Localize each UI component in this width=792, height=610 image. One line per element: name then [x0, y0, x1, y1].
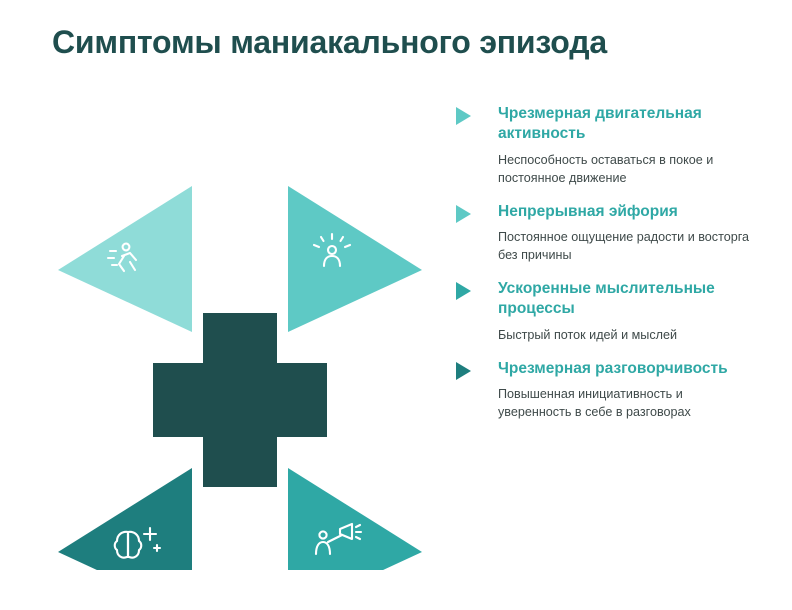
list-item — [456, 104, 756, 188]
triangle-bullet-icon — [456, 282, 471, 300]
triangle-bullet-icon — [456, 107, 471, 125]
triangle-bottom-left — [58, 468, 192, 570]
symptom-heading: Чрезмерная двигательная активность — [498, 105, 702, 143]
symptom-heading: Непрерывная эйфория — [498, 202, 678, 220]
center-cross — [153, 313, 327, 487]
symptom-heading: Чрезмерная разговорчивость — [498, 359, 728, 377]
triangle-bullet-icon — [456, 362, 471, 380]
symptom-list — [456, 104, 756, 422]
triangle-bottom-right — [288, 468, 422, 570]
triangle-top-right — [288, 186, 422, 332]
diagram-svg — [40, 150, 440, 570]
symptom-description: Быстрый поток идей и мыслей — [498, 327, 678, 342]
page-title: Симптомы маниакального эпизода — [52, 24, 607, 60]
list-item — [456, 359, 756, 422]
list-item — [456, 279, 756, 345]
symptom-heading: Ускоренные мыслительные процессы — [498, 279, 715, 318]
symptom-description: Повышенная инициативность и уверенность в себе в разговорах — [498, 387, 691, 419]
symptom-diagram — [40, 150, 440, 570]
symptom-description: Неспособность оставаться в покое и постоянное движение — [498, 152, 714, 185]
symptom-description: Постоянное ощущение радости и восторга без причины — [498, 230, 750, 262]
list-item — [456, 202, 756, 265]
triangle-bullet-icon — [456, 205, 471, 223]
triangle-top-left — [58, 186, 192, 332]
